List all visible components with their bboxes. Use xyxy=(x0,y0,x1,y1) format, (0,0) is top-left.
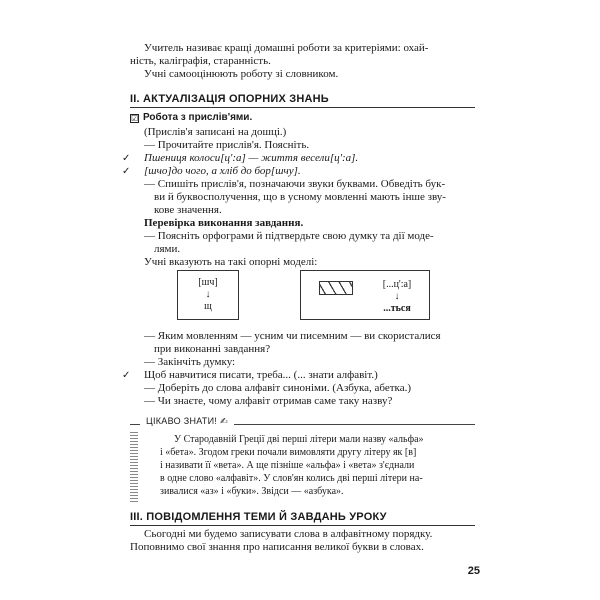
intro-line-3: Учні самооцінюють роботу зі словником. xyxy=(144,68,339,80)
cikavo-line-0: У Стародавній Греції дві перші літери мали назву «альфа» xyxy=(174,434,424,445)
cikavo-line-2: і називати її «вета». А ще пізніше «альфа» і «вета» з'єднали xyxy=(160,460,415,471)
model-1-top: [шч] xyxy=(198,277,218,288)
model-2-top: [...ц':а] xyxy=(382,279,412,290)
model-box-tsa xyxy=(300,270,430,320)
after-line-2: — Закінчіть думку: xyxy=(144,356,236,368)
sec3-line-0: Сьогодні ми будемо записувати слова в алфавітному порядку. xyxy=(144,528,433,540)
sec2-line-6: кове значення. xyxy=(154,204,222,216)
arrow-down-icon: ↓ xyxy=(394,291,400,302)
after-line-1: при виконанні завдання? xyxy=(154,343,271,355)
check-icon: ✓ xyxy=(122,166,131,177)
proverb-1: Пшениця колосu[ц':а] — життя веселu[ц':а]. xyxy=(144,152,359,164)
model-2-text xyxy=(369,279,425,315)
sec2-line-8: — Поясніть орфограми й підтвердьте свою думку та дії моде- xyxy=(144,230,434,242)
page-number: 25 xyxy=(467,565,480,577)
sec2-line-4: — Спишіть прислів'я, позначаючи звуки буквами. Обведіть бук- xyxy=(144,178,446,190)
after-line-3: Щоб навчитися писати, треба... (... знати алфавіт.) xyxy=(144,369,378,381)
cikavo-box xyxy=(130,432,475,502)
arrow-down-icon: ↓ xyxy=(205,289,211,300)
check-icon: ✓ xyxy=(122,370,131,381)
after-line-5: — Чи знаєте, чому алфавіт отримав саме таку назву? xyxy=(144,395,393,407)
cikavo-title-row xyxy=(140,415,234,429)
model-1-bottom: щ xyxy=(204,301,212,312)
cikavo-line-1: і «бета». Згодом греки почали вимовляти другу літеру як [в] xyxy=(160,447,417,458)
sec3-line-1: Поповнимо свої знання про написання великої букви в словах. xyxy=(130,541,424,553)
subtitle-row xyxy=(130,111,252,124)
sec2-line-7: Перевірка виконання завдання. xyxy=(144,217,304,229)
model-box-shch xyxy=(177,270,239,320)
model-2-bottom: ...ться xyxy=(383,303,411,314)
hatched-rectangle-icon xyxy=(319,281,353,295)
sec2-line-5: ви й буквосполучення, що в усному мовленні мають інше зву- xyxy=(154,191,446,203)
section-3-title: ІІІ. ПОВІДОМЛЕННЯ ТЕМИ Й ЗАВДАНЬ УРОКУ xyxy=(130,511,475,526)
sec2-line-9: лями. xyxy=(154,243,181,255)
cikavo-line-4: зивалися «аз» і «буки». Звідси — «азбука». xyxy=(160,486,344,497)
checkbox-icon: ☑ xyxy=(131,114,139,123)
intro-line-2: ність, каліграфія, старанність. xyxy=(130,55,271,67)
sec2-line-0: (Прислів'я записані на дошці.) xyxy=(144,126,287,138)
section-2-subtitle: Робота з прислів'ями. xyxy=(143,112,253,123)
section-2-title: ІІ. АКТУАЛІЗАЦІЯ ОПОРНИХ ЗНАНЬ xyxy=(130,93,475,108)
sec2-line-1: — Прочитайте прислів'я. Поясніть. xyxy=(144,139,310,151)
after-line-0: — Яким мовленням — усним чи писемним — ви скористалися xyxy=(144,330,441,342)
cikavo-line-3: в одне слово «алфавіт». У слов'ян колись дві перші літери на- xyxy=(160,473,423,484)
intro-line-1: Учитель називає кращі домашні роботи за критеріями: охай- xyxy=(144,42,429,54)
after-line-4: — Доберіть до слова алфавіт синоніми. (Азбука, абетка.) xyxy=(144,382,412,394)
check-icon: ✓ xyxy=(122,153,131,164)
sec2-line-10: Учні вказують на такі опорні моделі: xyxy=(144,256,318,268)
pen-icon: ✍ xyxy=(220,417,228,427)
proverb-2: [шчо]до чого, а хліб до бор[шчу]. xyxy=(144,165,301,177)
cikavo-title: ЦІКАВО ЗНАТИ! xyxy=(146,416,218,426)
